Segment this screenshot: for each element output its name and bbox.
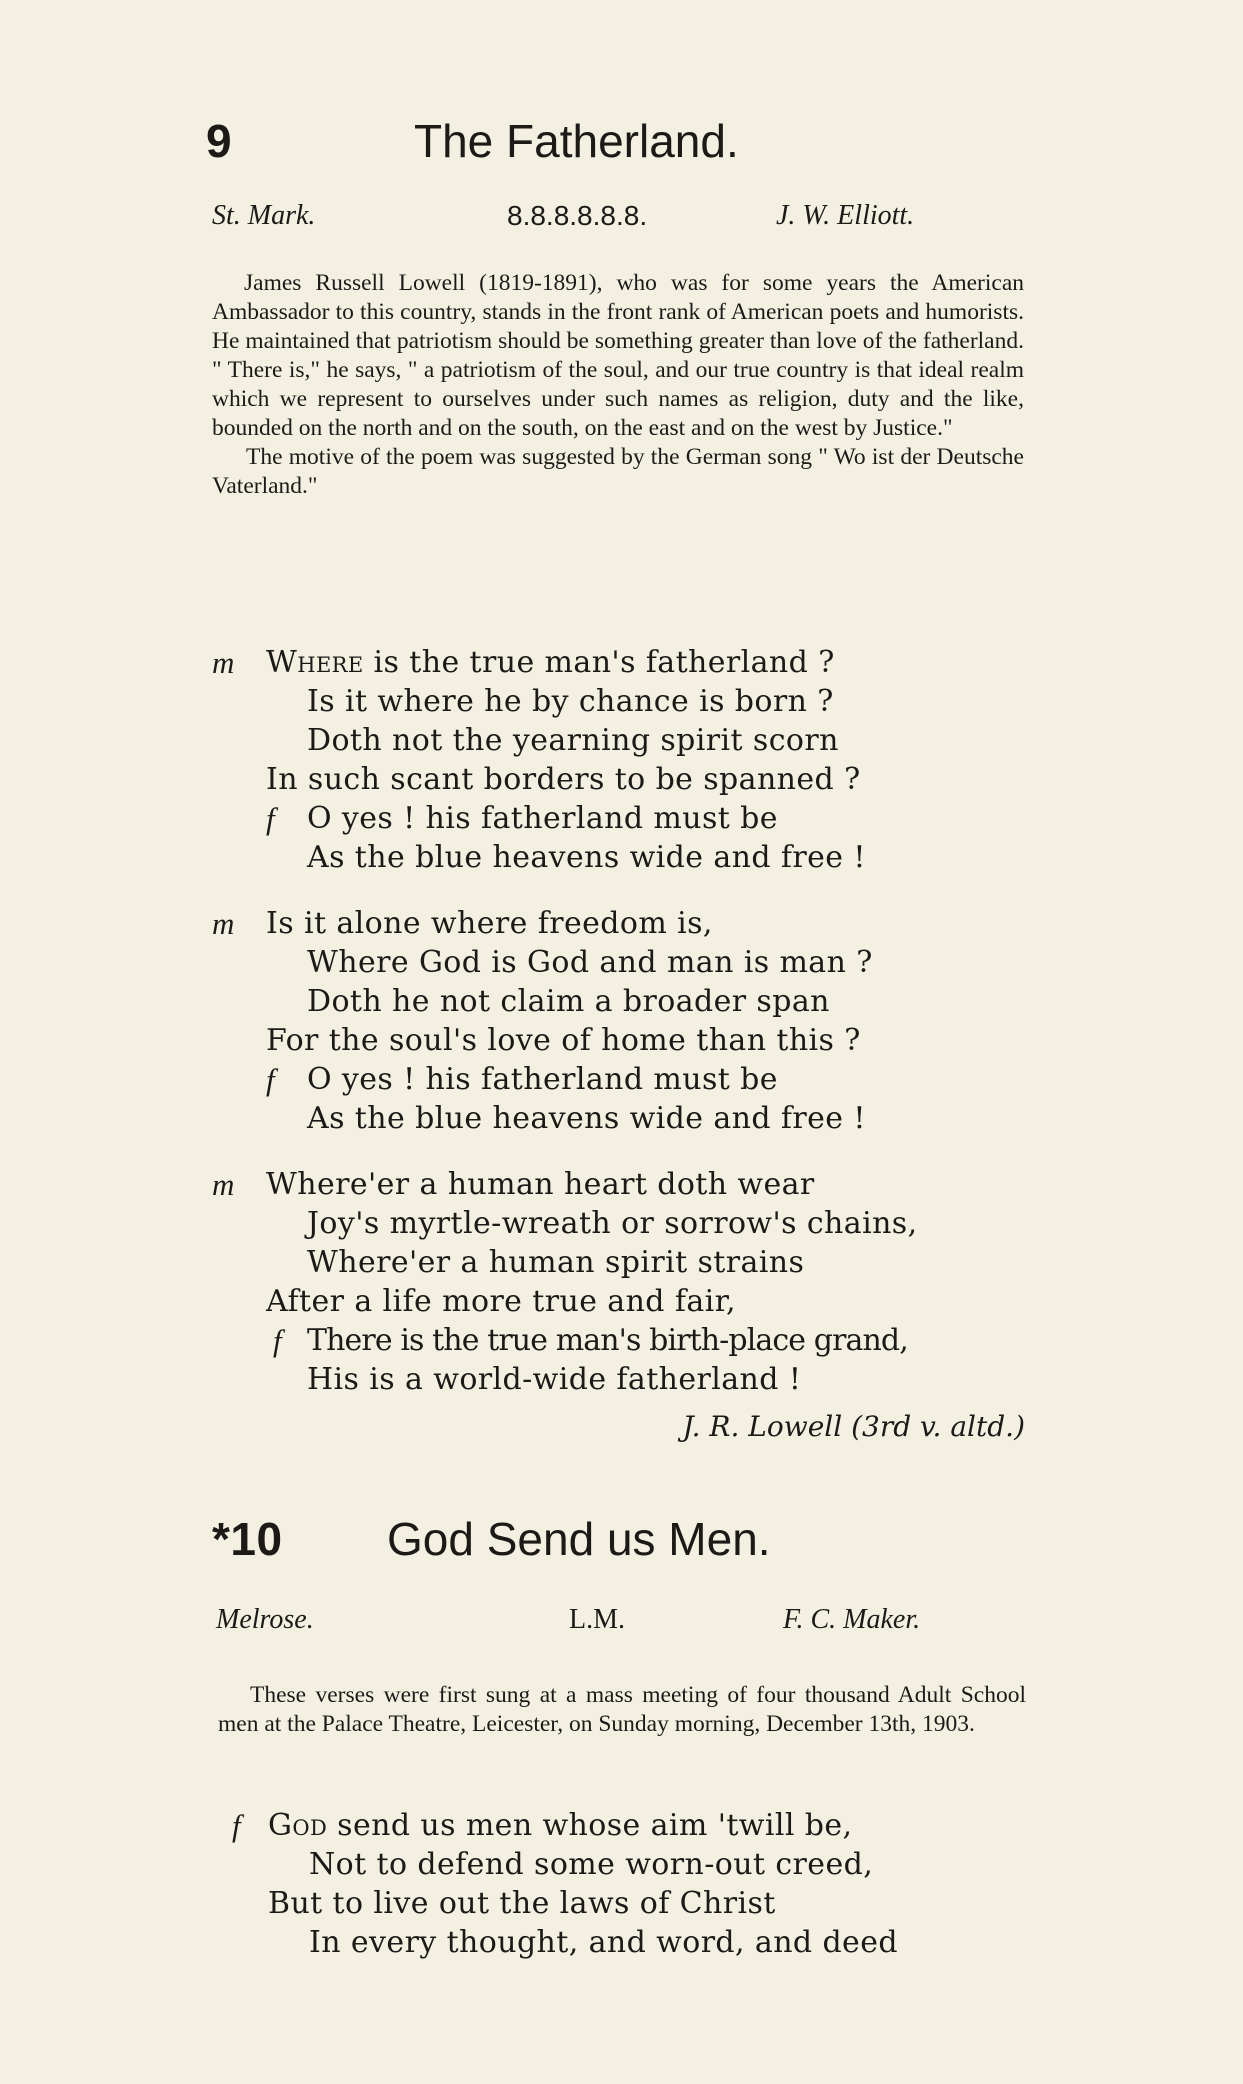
verse-line: After a life more true and fair,	[266, 1284, 736, 1319]
verse-line	[268, 1808, 852, 1843]
metre: L.M.	[569, 1604, 625, 1635]
verse-line: For the soul's love of home than this ?	[266, 1023, 861, 1058]
composer: J. W. Elliott.	[776, 200, 915, 231]
hymn-title: The Fatherland.	[414, 115, 739, 167]
first-word: Where	[266, 645, 364, 680]
verse-line: Where'er a human spirit strains	[307, 1245, 805, 1280]
dynamic-marking: m	[212, 906, 235, 941]
verse-line-text: is the true man's fatherland ?	[363, 645, 835, 680]
verse-line: Is it alone where freedom is,	[266, 906, 713, 941]
verse-line: Doth not the yearning spirit scorn	[307, 723, 839, 758]
hymn-note	[212, 269, 1024, 501]
verse-line: There is the true man's birth-place grand,	[307, 1323, 908, 1358]
verse-line: O yes ! his fatherland must be	[307, 1062, 778, 1097]
composer: F. C. Maker.	[783, 1604, 921, 1635]
verse-line: In such scant borders to be spanned ?	[266, 762, 861, 797]
verse-line	[266, 645, 835, 680]
verse-line-text: send us men whose aim 'twill be,	[327, 1808, 853, 1843]
dynamic-marking: f	[266, 801, 275, 836]
dynamic-marking: m	[212, 645, 235, 680]
verse-line: Is it where he by chance is born ?	[307, 684, 834, 719]
attribution-note: (3rd v. altd.)	[851, 1410, 1025, 1443]
hymn-note	[218, 1681, 1026, 1739]
verse-line: Where'er a human heart doth wear	[266, 1167, 815, 1202]
note-paragraph: These verses were first sung at a mass meeting of four thousand Adult School men at the Palace Theatre, Leicester, on Sunday morning, December 13th, 1903.	[218, 1682, 1026, 1737]
hymn-number: 9	[206, 115, 233, 167]
first-word: God	[268, 1808, 328, 1843]
verse-line: But to live out the laws of Christ	[268, 1886, 776, 1921]
verse-line: O yes ! his fatherland must be	[307, 801, 778, 836]
dynamic-marking: f	[273, 1323, 282, 1358]
verse-line: His is a world-wide fatherland !	[307, 1362, 802, 1397]
verse-line: Not to defend some worn-out creed,	[309, 1847, 874, 1882]
hymn-title: God Send us Men.	[387, 1513, 771, 1565]
hymn-number: *10	[212, 1513, 283, 1565]
dynamic-marking: f	[232, 1808, 241, 1843]
tune-name: Melrose.	[216, 1604, 314, 1635]
attribution	[683, 1410, 1025, 1443]
attribution-author: J. R. Lowell	[682, 1410, 843, 1443]
dynamic-marking: f	[266, 1062, 275, 1097]
verse-line: As the blue heavens wide and free !	[307, 1101, 866, 1136]
verse-line: As the blue heavens wide and free !	[307, 840, 866, 875]
verse-line: Where God is God and man is man ?	[307, 945, 873, 980]
metre: 8.8.8.8.8.8.	[507, 200, 648, 231]
verse-line: Joy's myrtle-wreath or sorrow's chains,	[307, 1206, 918, 1241]
verse-line: Doth he not claim a broader span	[307, 984, 830, 1019]
verse-line: In every thought, and word, and deed	[309, 1925, 898, 1960]
tune-name: St. Mark.	[212, 200, 316, 231]
note-paragraph: James Russell Lowell (1819-1891), who was for some years the American Ambassador to this country, stands in the front rank of American poets and humorists. He maintained that patriotism should be something greater than love of the fatherland. " There is," he says, " a patriotism of the soul, and our true country is that ideal realm which we represent to ourselves under such names as religion, duty and the like, bounded on the north and on the south, on the east and on the west by Justice."	[212, 270, 1024, 441]
note-paragraph: The motive of the poem was suggested by the German song " Wo ist der Deutsche Vaterland."	[212, 444, 1024, 499]
dynamic-marking: m	[212, 1167, 235, 1202]
